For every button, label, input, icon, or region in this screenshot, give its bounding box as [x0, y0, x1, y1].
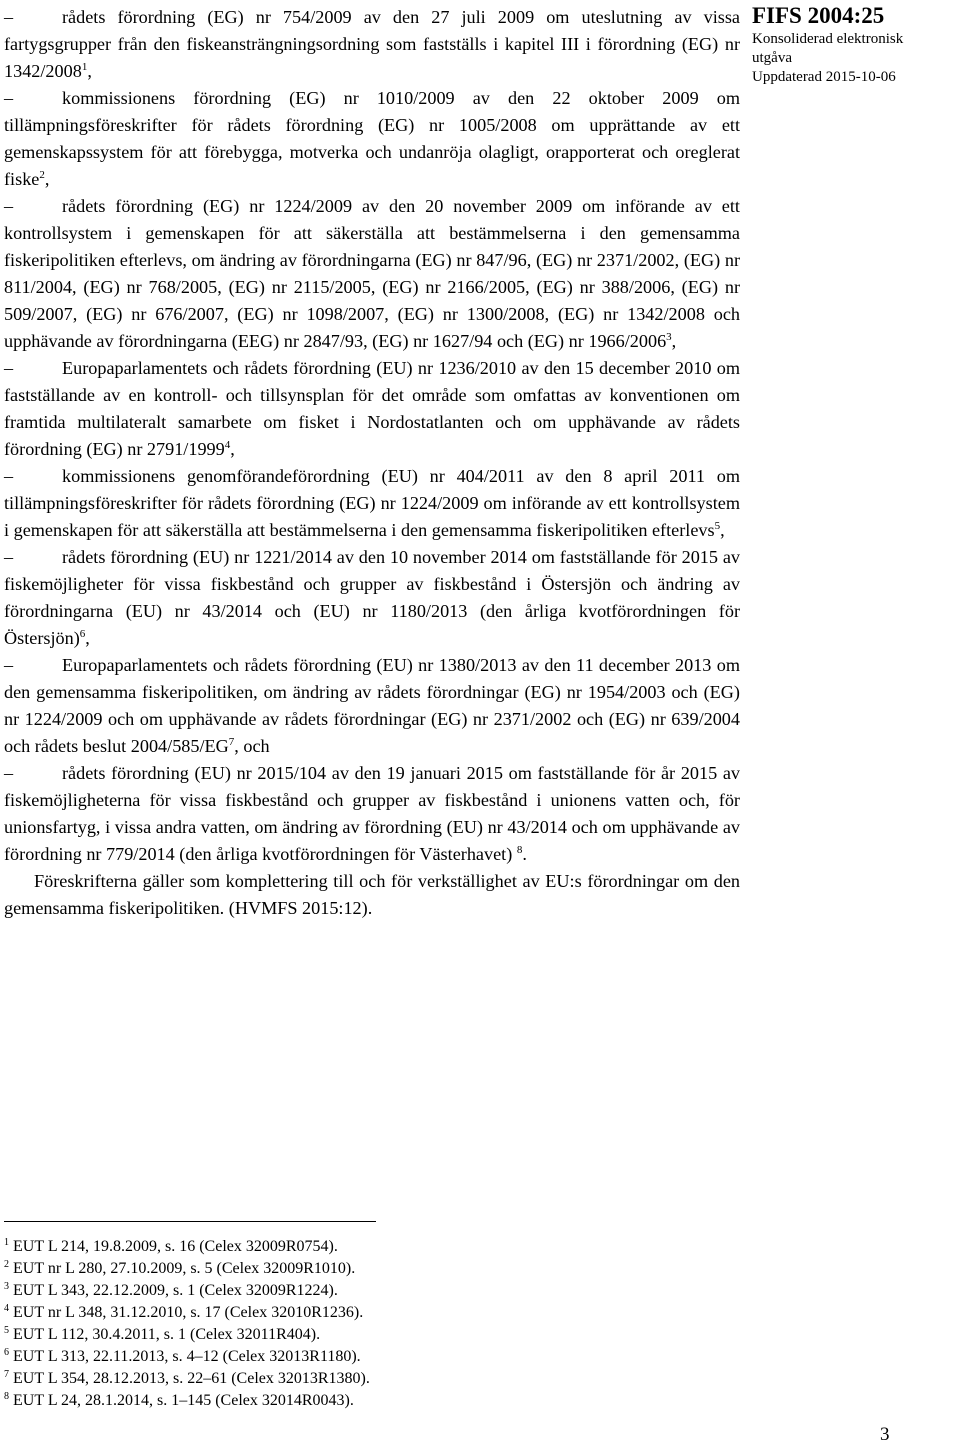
footnote-ref[interactable]: 3	[666, 331, 672, 343]
footnote-text: EUT nr L 348, 31.12.2010, s. 17 (Celex 32010R1236).	[13, 1304, 364, 1321]
list-item-tail: ,	[230, 439, 235, 459]
footnote-ref[interactable]: 6	[79, 628, 86, 640]
list-item-text: kommissionens genomförandeförordning (EU) nr 404/2011 av den 8 april 2011 om tillämpningsföreskrifter för rådets förordning (EG) nr 1224/2009 om införande av ett kontrollsystem i gemenskapen för att säkerställa att bestämmelserna i den gemensamma fiskeripolitiken efterlevs	[4, 466, 740, 540]
closing-paragraph	[4, 868, 740, 922]
footnote-ref[interactable]: 7	[228, 736, 235, 748]
list-item-tail: ,	[44, 169, 50, 189]
footnote-ref[interactable]: 4	[224, 439, 231, 451]
list-item-text: rådets förordning (EU) nr 1221/2014 av den 10 november 2014 om fastställande för 2015 av fiskemöjligheter för vissa fiskbestånd och grupper av fiskbestånd i Östersjön och ändring av förordningarna (EU) nr 43/2014 och (EU) nr 1180/2013 (den årliga kvotförordningen för Östersjön)	[4, 547, 740, 648]
list-item-tail: .	[522, 844, 527, 864]
list-item	[4, 355, 740, 463]
document-header	[752, 2, 960, 87]
document-body	[4, 4, 740, 922]
footnote-ref[interactable]: 8	[516, 844, 523, 856]
footnote-number: 7	[4, 1369, 9, 1380]
list-item	[4, 85, 740, 193]
footnote-text: EUT L 24, 28.1.2014, s. 1–145 (Celex 32014R0043).	[13, 1392, 354, 1409]
list-item	[4, 193, 740, 355]
footnote-number: 6	[4, 1347, 9, 1358]
footnote-text: EUT L 343, 22.12.2009, s. 1 (Celex 32009R1224).	[13, 1282, 338, 1299]
list-item	[4, 4, 740, 85]
list-item-tail: ,	[671, 331, 677, 351]
list-item	[4, 760, 740, 868]
list-item-text: kommissionens förordning (EG) nr 1010/2009 av den 22 oktober 2009 om tillämpningsföreskrifter för rådets förordning (EG) nr 1005/2008 om upprättande av ett gemenskapssystem för att förebygga, motverka och undanröja olagligt, orapporterat och oreglerat fiske	[4, 88, 740, 189]
list-item-text: Europaparlamentets och rådets förordning (EU) nr 1236/2010 av den 15 december 2010 om fastställande av en kontroll- och tillsynsplan för det område som omfattas av konventionen om framtida multilateralt samarbete om fisket i Nordostatlanten och om upphävande av rådets förordning (EG) nr 2791/1999	[4, 358, 740, 459]
list-item-tail: ,	[720, 520, 725, 540]
dash-bullet: –	[4, 196, 14, 216]
footnote-text: EUT nr L 280, 27.10.2009, s. 5 (Celex 32009R1010).	[13, 1260, 356, 1277]
footnote-divider	[4, 1221, 376, 1222]
footnote	[4, 1368, 704, 1390]
dash-bullet: –	[4, 763, 14, 783]
footnote-number: 3	[4, 1281, 9, 1292]
dash-bullet: –	[4, 7, 14, 27]
list-item	[4, 652, 740, 760]
footnote	[4, 1324, 704, 1346]
list-item-tail: , och	[234, 736, 270, 756]
dash-bullet: –	[4, 655, 14, 675]
footnotes	[4, 1236, 704, 1412]
list-item-tail: ,	[85, 628, 90, 648]
dash-bullet: –	[4, 547, 14, 567]
footnote-number: 4	[4, 1303, 9, 1314]
footnote	[4, 1236, 704, 1258]
footnote-text: EUT L 112, 30.4.2011, s. 1 (Celex 32011R404).	[13, 1326, 321, 1343]
footnote-ref[interactable]: 5	[714, 520, 721, 532]
document-code: FIFS 2004:25	[752, 3, 885, 28]
edition-label: Konsoliderad elektronisk	[752, 31, 904, 47]
footnote-number: 8	[4, 1391, 9, 1402]
footnote-number: 2	[4, 1259, 9, 1270]
page-number: 3	[880, 1424, 890, 1445]
footnote-text: EUT L 354, 28.12.2013, s. 22–61 (Celex 32013R1380).	[13, 1370, 370, 1387]
footnote-text: EUT L 214, 19.8.2009, s. 16 (Celex 32009R0754).	[13, 1238, 338, 1255]
dash-bullet: –	[4, 466, 14, 486]
updated-date: Uppdaterad 2015-10-06	[752, 69, 896, 85]
footnote-number: 1	[4, 1237, 9, 1248]
footnote-ref[interactable]: 2	[39, 169, 45, 181]
list-item-text: rådets förordning (EG) nr 754/2009 av den 27 juli 2009 om uteslutning av vissa fartygsgrupper från den fiskeansträngningsordning som fastställs i kapitel III i förordning (EG) nr 1342/2008	[4, 7, 740, 81]
footnote	[4, 1258, 704, 1280]
footnote	[4, 1280, 704, 1302]
footnote-ref[interactable]: 1	[81, 61, 88, 73]
footnote	[4, 1346, 704, 1368]
list-item-tail: ,	[87, 61, 92, 81]
footnote-number: 5	[4, 1325, 9, 1336]
list-item	[4, 463, 740, 544]
dash-bullet: –	[4, 88, 14, 108]
footnote	[4, 1390, 704, 1412]
footnote-text: EUT L 313, 22.11.2013, s. 4–12 (Celex 32013R1180).	[13, 1348, 361, 1365]
list-item	[4, 544, 740, 652]
closing-paragraph-text: Föreskrifterna gäller som komplettering till och för verkställighet av EU:s förordningar om den gemensamma fiskeripolitiken. (HVMFS 2015:12).	[4, 871, 740, 918]
dash-bullet: –	[4, 358, 14, 378]
list-item-text: rådets förordning (EU) nr 2015/104 av den 19 januari 2015 om fastställande för år 2015 av fiskemöjligheterna för vissa fiskbestånd och grupper av fiskbestånd i unionens vatten och, för unionsfartyg, i vissa andra vatten, om ändring av förordning (EU) nr 43/2014 och om upphävande av förordning nr 779/2014 (den årliga kvotförordningen för Västerhavet)	[4, 763, 740, 864]
footnote	[4, 1302, 704, 1324]
list-item-text: rådets förordning (EG) nr 1224/2009 av den 20 november 2009 om införande av ett kontrollsystem i gemenskapen för att säkerställa att bestämmelserna i den gemensamma fiskeripolitiken efterlevs, om ändring av förordningarna (EG) nr 847/96, (EG) nr 2371/2002, (EG) nr 811/2004, (EG) nr 768/2005, (EG) nr 2115/2005, (EG) nr 2166/2005, (EG) nr 388/2006, (EG) nr 509/2007, (EG) nr 676/2007, (EG) nr 1098/2007, (EG) nr 1300/2008, (EG) nr 1342/2008 och upphävande av förordningarna (EEG) nr 2847/93, (EG) nr 1627/94 och (EG) nr 1966/2006	[4, 196, 740, 351]
list-item-text: Europaparlamentets och rådets förordning (EU) nr 1380/2013 av den 11 december 2013 om den gemensamma fiskeripolitiken, om ändring av rådets förordningar (EG) nr 1954/2003 och (EG) nr 1224/2009 och om upphävande av rådets förordningar (EG) nr 2371/2002 och (EG) nr 639/2004 och rådets beslut 2004/585/EG	[4, 655, 740, 756]
edition-label-cont: utgåva	[752, 50, 792, 66]
